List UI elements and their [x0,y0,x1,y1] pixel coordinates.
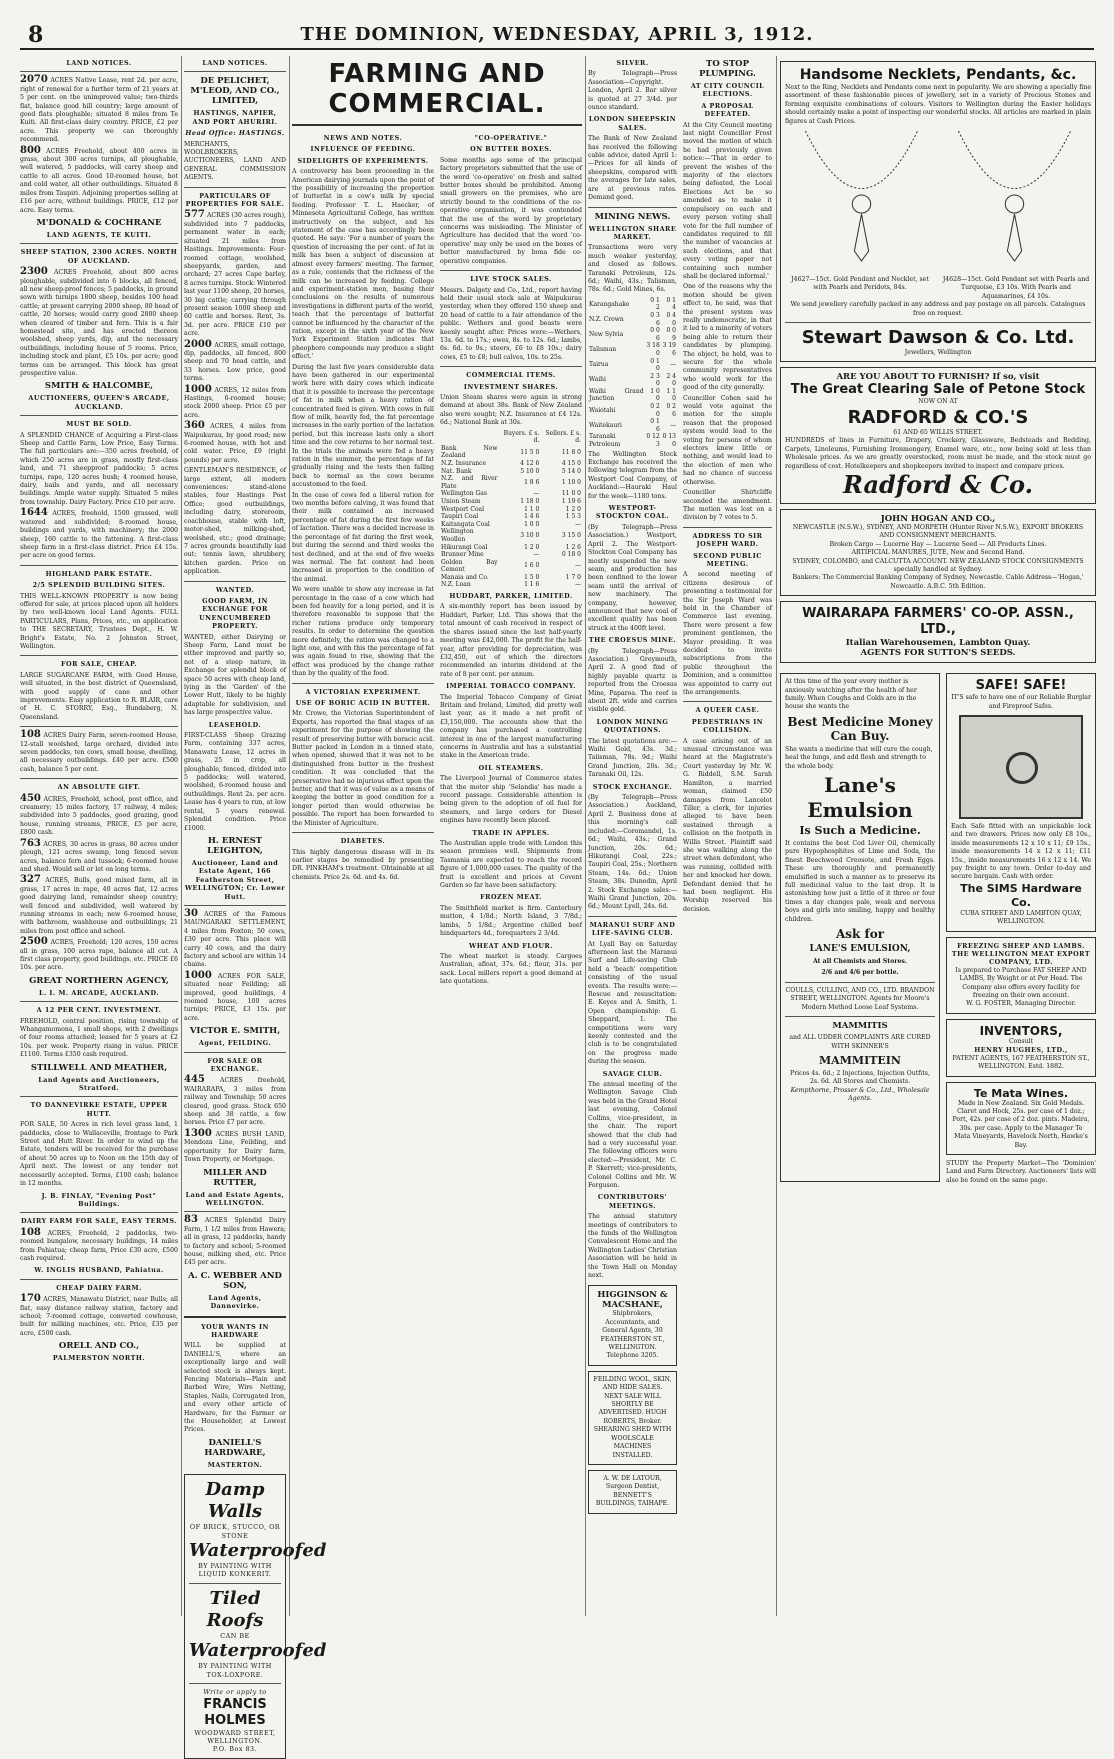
agent-sub: Agent, FEILDING. [198,1039,272,1048]
pendant-caption: J4628—15ct. Gold Pendant set with Pearls and Turquoise, £3 10s. With Pearls and Aquamarines, £4 10s. [942,276,1090,300]
listing: 450 ACRES, Freehold, school, post office, and creamery; 15 miles factory, 17 railway, 4 miles; subdivided into 5 paddocks, good grazing, good house, running streams, PRICE, £5 per acre, £800 cash. [20,792,178,837]
article-paragraph: (By Telegraph—Press Association.) Westport, April 2. The Westport-Stockton Coal Company has mostly suspended the new seam, and production has been confined to the lower seam until the arrival of new machinery. The company, however, announced that new coal of excellent quality has been struck at the 400ft level. [588,523,677,632]
article-paragraph: The annual statutory meetings of contributors to the funds of the Wellington Convalescent Home and the Wellington Ladies' Christian Association will be held in the Town Hall on Monday next. [588,1213,677,1279]
table-cell: 1 0 0 [524,520,540,528]
table-cell: 2 3 0 [650,372,660,388]
firm-name: M'DONALD & COCHRANE [36,217,162,228]
article-heading: COMMERCIAL ITEMS. [466,371,556,380]
article-subheading: ON BUTTER BOXES. [470,145,552,154]
table-cell: 1 1 0 [524,505,540,513]
table-row [588,388,677,403]
listing: 1300 ACRES BUSH LAND, Mendoza Line, Feilding, and opportunity for Dairy farm, Town Property, or Mortgage. [184,1127,286,1164]
table-cell: New Sylvia [589,330,624,338]
table-cell: — [533,551,540,559]
article-paragraph: The Bank of New Zealand has received the following cable advice, dated April 1:—Prices for all kinds of sheepskins, compared with the averages for late sales, are at previous rates. Demand good. [588,135,677,202]
article-paragraph: The Imperial Tobacco Company of Great Britain and Ireland, Limited, did pretty well last year, as it made a net profit of £3,150,000. The accounts show that the company has purchased a controlling interest in one of the largest manufacturing concerns in Australia and has a substantial stake in the American trade. [440,693,582,760]
table-row [440,445,582,460]
table-row [440,581,582,589]
firm-name: GREAT NORTHERN AGENCY, [29,975,169,986]
article-paragraph: The Smithfield market is firm. Canterbury mutton, 4 1/8d.; North Island, 3 7/8d.; lambs, 5 1/8d.; Argentine chilled beef hindquarters 4d., forequarters 2 3/4d. [440,904,582,938]
article-heading: WESTPORT-STOCKTON COAL. [595,504,670,521]
article-paragraph: The Liverpool Journal of Commerce states that the motor ship 'Selandia' has made a record passage. Considerable attention is being given to the adoption of oil fuel for steamers, and large orders for Diesel engines have recently been placed. [440,775,582,825]
table-cell: Taranaki Petroleum [589,433,621,449]
table-row [440,498,582,506]
table-cell: Golden Bay Cement [441,558,498,574]
table-cell: Wellington Gas [441,490,487,498]
pendant-caption: J4627—15ct. Gold Pendant and Necklet, set with Pearls and Peridots, 84s. [791,276,929,292]
meat-export-advert: FREEZING SHEEP AND LAMBS. THE WELLINGTON MEAT EXPORT COMPANY, LTD. Is prepared to Purchase FAT SHEEP AND LAMBS, By Weight or at Per Head. The Company also offers every facility for freezing on their own account. W. G. FOSTER, Managing Director. [946,937,1096,1014]
article-heading: THE CROESUS MINE. [588,636,677,645]
agent-name: VICTOR E. SMITH, [189,1026,281,1037]
listing-heading: HIGHLAND PARK ESTATE. [45,569,153,578]
listing-heading: FOR SALE, CHEAP. [61,660,137,669]
firm-sub: Land Agents and Auctioneers, Stratford. [38,1075,160,1093]
firm-name: MILLER AND RUTTER, [203,1167,267,1188]
necklace-illustration [785,126,1091,276]
table-cell: — [575,562,581,570]
firm-sub: L. I. M. ARCADE, AUCKLAND. [38,988,160,997]
article-subheading: A PROPOSAL DEFEATED. [701,101,754,119]
article-subheading: WELLINGTON SHARE MARKET. [588,224,677,241]
listing-heading: PARTICULARS OF PROPERTIES FOR SALE. [185,191,285,209]
listing: 108 ACRES Dairy Farm, seven-roomed House, 12-stall woolshed, large orchard, divided into seven paddocks, ten cows, small house, dwelling, all necessary outbuildings. £40 per acre. £500 cash, balance 5 per cent. [20,729,178,773]
article-heading: OIL STEAMERS. [478,763,544,772]
article-paragraph: At Lyall Bay on Saturday afternoon last the Maranui Surf and Life-saving Club held a 'beach' competition consisting of the usual events. The results were:—Rescue and resuscitation: E. Keyes and A. Smith, 1. Open championship: G. Sheppard, 1. The competitions were very keenly contested and the club is to be congratulated on the progress made during the season. [588,940,677,1066]
article-heading: A QUEER CASE. [695,706,760,715]
section-banner: FARMING AND COMMERCIAL. [328,59,546,119]
listing: 2300 ACRES Freehold, about 800 acres ploughable, subdivided into 6 blocks, all fenced, all new sheep-proof fences; 5 paddocks, in ground sown with turnips 1800 sheep, besides 100 head cattle; at present carrying 2000 sheep, 80 head of cattle, 20 horses; would carry good 2800 sheep when cleared of timber and fern. This is a fair homestead site, and has erected thereon woolshed, sheep yards, dip, and the necessary outbuildings, including house of 5 rooms. Price, including stock and plant, £5 10s. per acre; good terms can be arranged. This block has great prospective value. [20,266,179,377]
table-cell: 11 8 0 [561,448,581,456]
listing: FOR SALE, 50 Acres in rich level grass land, 1 paddocks, close to Wallaceville, frontage to Park Street and Hutt River. In order to wind up the Estate, tenders will be received for the purchase of about 50 acres up to Noon on the 15th day of April next. The lowest or any tender not necessarily accepted. Terms, £100 cash; balance in 12 months. [20,1121,178,1188]
article-heading: TO STOP PLUMPING. [699,59,756,79]
safe-advert: SAFE! SAFE! IT'S safe to have one of our Reliable Burglar and Fireproof Safes. Each Safe fitted with an unpickable lock and two drawers. Prices now only £8 10s., inside measurements 12 x 10 x 11; £9 15s., inside measurements 14 x 12 x 11; £11 15s., inside measurements 16 x 12 x 14. We pay freight to any town. Order to-day and secure bargain. Cash with order. The SIMS Hardware Co. CUBA STREET AND LAMBTON QUAY, WELLINGTON. [946,673,1096,931]
article-heading: INFLUENCE OF FEEDING. [310,145,416,154]
table-cell: — [670,422,676,430]
article-paragraph: Councillor Shirtcliffe seconded the amendment. The motion was lost on a division by 7 votes to 5. [683,489,772,522]
article-heading: LIVE STOCK SALES. [470,275,552,284]
column-land-notices-2 [184,56,327,1754]
table-cell: — [670,361,676,369]
table-cell: 3 15 0 [561,532,581,540]
table-cell: 0 2 0 [650,403,660,418]
table-cell: 1 1 6 [524,581,540,589]
section-title: LAND NOTICES. [202,59,268,67]
listing: 83 ACRES Splendid Dairy Farm, 1 1/2 miles from Hawera; all in grass, 12 paddocks, handy to factory and school; 5-roomed house, milking shed, etc. Price £45 per acre. [184,1214,287,1267]
listing-heading: SHEEP STATION, 2300 ACRES. NORTH OF AUCKLAND. [20,248,178,265]
listing-heading: FOR SALE OR EXCHANGE. [207,1056,263,1074]
table-cell: 0 18 0 [561,551,581,559]
table-cell: 1 2 0 [565,505,581,513]
table-row [440,559,582,574]
table-cell: 0 2 6 [666,403,676,418]
firm-name: STILLWELL AND MEATHER, [30,1062,168,1073]
firm-sub: PALMERSTON NORTH. [52,1354,146,1363]
article-heading: SAVAGE CLUB. [602,1069,663,1078]
article-heading: NEWS AND NOTES. [323,134,403,142]
hardware-firm: DANIELL'S HARDWARE, [204,1437,266,1458]
listing: 1000 ACRES, 12 miles from Hastings, 6-roomed house; stock 2000 sheep. Price £5 per acre. [184,383,287,419]
table-cell: Westport Coal [441,505,485,513]
table-cell: Tairua [589,361,609,369]
table-cell: Waitekauri [589,422,622,430]
article-paragraph: The Australian apple trade with London this season promises well. Shipments from Tasmania are expected to reach the record figure of 1,000,000 cases. The quality of the fruit is excellent and prices at Covent Garden so far have been satisfactory. [440,840,582,890]
article-paragraph: This highly dangerous disease will in its earlier stages be remedied by presenting DR. PINKHAM's treatment. Obtainable at all chemists. Price 2s. 6d. and 4s. 6d. [292,848,434,881]
contact: J. B. FINLAY, "Evening Post" Buildings. [41,1191,157,1208]
table-cell: N.Z. Loan [441,581,471,589]
firm-name: DE PELICHET, M'LEOD, AND CO., LIMITED, [190,76,280,107]
table-cell: Manaia and Co. [441,573,489,581]
table-cell: 1 2 0 [524,543,540,551]
listing: 2070 ACRES Native Lease, rent 2d. per acre, right of renewal for a further term of 21 years at 5 per cent. on the unimproved value; two-thirds flat, balance good hill country; large amount of good flats ploughable; situated 8 miles from Te Kuiti. All first-class dairy country. PRICE, £2 per acre. This property we can thoroughly recommend. [20,74,178,144]
article-paragraph: Messrs. Dalgety and Co., Ltd., report having held their usual stock sale at Waipukurau yesterday, when they offered 150 sheep and 20 head of cattle to a fair attendance of the public. Wethers and good beasts were keenly sought after. Prices were:—Wethers, 13s. 6d. to 17s.; ewes, 8s. to 12s. 6d.; lambs, 6s. 6d. to 9s.; steers, £6 to £8 10s.; dairy cows, £5 to £8; bull calves, 10s. to 25s. [440,286,582,361]
table-cell: N.Z. and River Plate [441,475,498,490]
listing-heading: TO DANNEVIRKE ESTATE, UPPER HUTT. [30,1101,168,1118]
listing: 1644 ACRES, freehold, 1500 grassed, well watered and subdivided; 8-roomed house, buildings and yards, with machinery; the 2000 sheep, 160 cattle to the fattening. A first-class sheep farm in a first-class district. Price £4 15s. per acre on good terms. [20,507,178,560]
table-row [440,460,582,468]
waterproofing-advert: Damp Walls OF BRICK, STUCCO, OR STONE Waterproofed BY PAINTING WITH LIQUID KONKERIT. Tiled Roofs CAN BE Waterproofed BY PAINTING WITH TOX-LOXPORE. Write or apply to FRANCIS HOLMES WOODWARD STREET, WELLINGTON. P.O. Box 83. [184,1474,286,1758]
table-cell: 0 0 6 [650,327,660,342]
table-cell: 0 1 0 [650,357,660,373]
listing: 800 ACRES Freehold, about 400 acres in grass, about 300 acres turnips, all ploughable, well watered, 5 paddocks, will carry sheep and cattle to all acres. Good 10-roomed house, hot and cold water, all other outbuildings. Situated 8 miles from Taupiri. Adjoining properties selling at £16 per acre, without buildings. PRICE, £12 per acre. Easy terms. [20,144,178,214]
column-adverts [780,56,1096,1616]
article-paragraph: One of the reasons why the motion should be given effect to, he said, was that the present system was really undemocratic, in that it led to a minority of voters being able to return their candidates by plumping. The object, he held, was to secure for the whole community representatives who would work for the good of the city generally. [683,283,772,392]
listing: 2500 ACRES, Freehold; 120 acres, 150 acres all in grass, 100 acres rape, balance all cut. A first class property, good buildings, etc. PRICE £6 10s. per acre. [20,936,178,972]
table-cell: 0 13 0 [662,433,676,449]
table-cell: 1 10 0 [561,478,581,486]
table-cell: Waiotahi [589,406,616,414]
listing: 108 ACRES, Freehold, 2 paddocks, two-roomed bungalow, necessary buildings, 14 miles from Pahiatua; cheap farm, Price £30 acre, £500 cash required. [20,1226,178,1262]
table-cell: 1 1 0 [666,387,676,403]
article-paragraph: Transactions were very much weaker yesterday, and closed as follows. Taranaki Petroleum, 12s. 6d.; Waihi, 43s.; Talisman, 78s. 6d.; Gold Mines, 6s. [588,244,677,294]
article-paragraph: The latest quotations are:—Waihi Gold, 43s. 3d.; Talisman, 78s. 9d.; Waihi Grand Junction, 20s. 3d.; Taranaki Oil, 12s. [588,737,677,779]
firm-sub: Land and Estate Agents, WELLINGTON. [185,1190,285,1207]
table-cell: 3 18 0 [646,342,660,357]
table-row [440,513,582,521]
table-row [588,403,677,418]
listing: LARGE SUGARCANE FARM, with Good House, well situated, in the best district of Queensland, with good supply of cane and other improvements. Easy application to R. BLAIR, care of H. C. STORRY, Esq., Bundaberg, N. Queensland. [20,671,178,721]
table-row [440,574,582,582]
article-heading: LONDON MINING QUOTATIONS. [596,717,669,735]
article-paragraph: Union Steam shares were again in strong demand at about 38s. Bank of New Zealand also were sought; N.Z. Insurance at £4 12s. 6d.; National Bank at 30s. [440,393,582,427]
article-subheading: SECOND PUBLIC MEETING. [693,551,762,568]
feilding-sales-advert: FEILDING WOOL, SKIN, AND HIDE SALES. NEXT SALE WILL SHORTLY BE ADVERTISED. HUGH ROBERTS, Broker. SHEARING SHED WITH WOOLSCALE MACHINES INSTALLED. [588,1371,677,1465]
share-table [440,430,582,589]
newspaper-title: THE DOMINION, WEDNESDAY, APRIL 3, 1912. [300,24,814,45]
table-header: Buyers. £ s. d. [503,429,540,445]
table-cell: Waihi Grand Junction [589,387,644,403]
table-cell: 1 19 6 [561,497,581,505]
lanes-emulsion-advert: At this time of the year every mother is anxiously watching after the health of her family. When Coughs and Colds are in the house she wants the Best Medicine Money Can Buy. She wants a medicine that will cure the cough, heal the lungs, and add flesh and strength to the whole body. Lane's Emulsion Is Such a Medicine. It contains the best Cod Liver Oil, chemically pure Hypophosphites of Lime and Soda, the finest Beechwood Creosote, and Fresh Eggs. These are thoroughly and permanently emulsified in such a manner as to preserve its full medicinal value to the last drop. It is astonishing how just a little of it three or four times a day changes pale, weak and nervous boys and girls into smiling, happy and healthy children. Ask for LANE'S EMULSION, At all Chemists and Stores. 2/6 and 4/6 per bottle. COULLS, CULLING, AND CO., LTD. BRANDON STREET, WELLINGTON. Agents for Moore's Modern Method Loose Leaf Systems. MAMMITIS and ALL UDDER COMPLAINTS ARE CURED WITH SKINNER'S MAMMITEIN Prices 4s. 6d.; 2 Injections, Injection Outfits, 2s. 6d. All Stores and Chemists. Kempthorne, Prosser & Co., Ltd., Wholesale Agents. [780,673,940,1182]
listing: FIRST-CLASS Sheep Grazing Farm, containing 337 acres, Manawatu Lease, 12 acres in grass, 25 in crop, all ploughable, fenced, divided into 5 paddocks; well watered, woolshed, 6-roomed house and outbuildings. Rent 2s. per acre. Lease has 4 years to run, at low rental, 5 years renewal. Splendid condition. Price £1000. [184,732,286,832]
table-row [440,528,582,543]
listing: 327 ACRES, Bulls, good mixed farm, all in grass, 17 acres in rape, 40 acres flat, 12 acres good dairying land, remainder sheep country; well fenced and subdivided, well watered by running streams in each; new 6-roomed house, with bathroom, washhouse and outbuildings; 21 miles from post office and school. [20,874,179,935]
table-row [588,342,677,357]
table-cell: 0 3 6 [650,311,660,327]
table-cell: 1 7 0 [565,573,581,581]
table-cell: 0 1 2 [650,296,660,312]
article-subheading: AT CITY COUNCIL ELECTIONS. [690,82,765,99]
listing: WANTED, either Dairying or Sheep Farm, Land must be either improved and partly so, not of a steep nature, in Exchange for splendid block of space 50 acres with cheap land, lying in the 'Garden' of the Lower Hutt, likely to be highly adaptable for subdivision, and has large prospective value. [184,633,286,717]
table-cell: 0 4 0 [666,311,676,327]
listing-heading: MUST BE SOLD. [66,420,132,429]
article-paragraph: Mr. Crowe, the Victorian Superintendent of Exports, has reported the final stages of an experiment for the purpose of showing the result of preserving butter with boracic acid. Butter packed in London in a tinned state, when opened, showed that it was not to be distinguished from butter in the freshest condition. It was concluded that the preservative had no injurious effect upon the butter, and that it was of value as a means of keeping the butter in good condition for a longer period than would otherwise be possible. The report has been forwarded to the Minister of Agriculture. [292,710,434,827]
table-cell: 0 1 4 [666,296,676,312]
firm-desc: MERCHANTS, WOOLBROKERS, AUCTIONEERS, LAND AND GENERAL COMMISSION AGENTS. [184,140,286,182]
article-paragraph: A case arising out of an unusual circumstance was heard at the Magistrate's Court yesterday by Mr. W. G. Riddell, S.M. Sarah Hamilton, a married woman, claimed £50 damages from Lancelot Tiller, a clerk, for injuries alleged to have been sustained through a collision on the footpath in Willis Street. Plaintiff said she was walking along the street when defendant, who was running, collided with her and knocked her down. Defendant denied that he had been negligent. His Worship reserved his decision. [683,737,772,913]
agent-sub: Auctioneer, Land and Estate Agent, 166 Featherston Street, WELLINGTON; Cr. Lower Hutt. [184,858,286,901]
table-cell: Nat. Bank [441,467,472,475]
table-cell: 4 15 0 [561,459,581,467]
dentist-advert: A. W. DE LATOUR, Surgeon Dentist, BENNETT'S BUILDINGS, TAIHAPE. [588,1470,677,1514]
stewart-dawson-advert [780,61,1096,362]
table-row [440,521,582,529]
listing-heading: WANTED. [215,585,255,594]
article-paragraph: The annual meeting of the Wellington Savage Club was held in the Grand Hotel last evening, Colonel Collins, vice-president, in the chair. The report showed that the club had had a very successful year. The following officers were elected:—President, Mr. C. P. Skerrett; vice-presidents, Colonel Collins and Mr. W. Ferguson. [588,1081,677,1189]
table-cell: 0 1 6 [650,418,660,433]
table-cell: 1 2 6 [565,543,581,551]
hardware-place: MASTERTON. [207,1460,263,1469]
article-subheading: USE OF BORIC ACID IN BUTTER. [295,699,431,707]
hardware-heading: YOUR WANTS IN HARDWARE [201,1322,269,1339]
article-paragraph: At the City Council meeting last night Councillor Frost moved the motion of which he had previously given notice:—'That in order to prevent the wishes of the majority of the electors being defeated, the Local Elections Act be so amended as to make it compulsory on each and every person voting shall vote for the full number of candidates required to fill the number of vacancies at such elections, and that every voting paper not containing such number shall be declared informal.' [683,121,772,280]
table-cell: Waihi [589,376,606,384]
listing: GENTLEMAN'S RESIDENCE, of large extent, all modern conveniences: stand-alone stables, four Hastings Post Office; good outbuildings, including dairy, storeroom, coachhouse, stable with loft, motor-shed, milking-shed, woolshed, etc.; good drainage; 7 acres grounds beautifully laid out; tennis lawn, shrubbery, kitchen garden. Price on application. [184,467,286,576]
listing: 445 ACRES freehold, WAIRARAPA, 3 miles from railway and Township; 50 acres cleared, good grass. Stock 650 sheep and 38 cattle, a few horses. Price £7 per acre. [184,1074,286,1127]
firm-sub: AUCTIONEERS, QUEEN'S ARCADE, AUCKLAND. [28,394,170,411]
article-paragraph: During the last five years considerable data have been gathered in our experimental work here with dairy cows which indicate that it is possible to increase the percentage of fat in milk when a heavy ration of concentrated feed is given. With cows in full flow of milk, heavily fed, the fat percentage increases in the early portion of the lactation period, but this increase lasts only a short time and the cow returns to her normal test. In the trials the animals were fed a heavy ration in the summer, the percentage of fat gradually rising and the tests then falling back to normal as the cows became accustomed to the feed. [292,363,434,489]
table-row [588,418,677,433]
table-cell: Taupiri Coal [441,513,479,521]
masthead [20,22,1094,50]
hardware-text: WILL be supplied at DANIELL'S, where an exceptionally large and well selected stock is always kept. Fencing Materials—Plain and Barbed Wire, Wire Netting, Staples, Nails, Corrugated Iron, and every other article of Hardware, for the Farmer or the Householder, at Lowest Prices. [184,1342,286,1434]
article-paragraph: We were unable to show any increase in fat percentage in the case of a cow which had been fed heavily for a long period, and it is therefore reasonable to suppose that the richer rations produce only temporary results. In order to determine the question more definitely, the ration was changed to a light one, and with this the percentage of fat was again found to rise, showing that the effect was produced by the change rather than by the quality of the food. [292,586,434,678]
table-row [440,468,582,476]
table-cell: Bank New Zealand [441,444,498,460]
table-row [588,358,677,373]
table-cell: Talisman [589,346,617,354]
necklets-heading: Handsome Necklets, Pendants, &c. [799,67,1077,83]
stewart-sub: Jewellers, Wellington [904,349,972,357]
article-paragraph: The Wellington Stock Exchange has received the following telegram from the Westport Coal Company, of Auckland:—Hauraki Haul for the week—1180 tons. [588,450,677,500]
table-cell: Karangahake [589,300,630,308]
article-subheading: INVESTMENT SHARES. [463,382,559,391]
table-cell: 0 0 9 [666,327,676,342]
section-title: LAND NOTICES. [66,59,132,67]
listing: FREEHOLD, central position, rising township of Whangamomona, 1 small shops, with 2 dwellings of four rooms attached; leased for 5 years at £2 10s. per week. Property rising in value. PRICE £1100. Terms £350 cash required. [20,1017,178,1059]
article-heading: IMPERIAL TOBACCO COMPANY. [446,682,576,691]
article-paragraph: Some months ago some of the principal factory proprietors submitted that the use of the word 'co-operative' on fresh and salted butter boxes should be prohibited. Among small growers on the premises, who are strictly bound to the conditions of the co-operative organisation, it was contended that the use of the word by proprietary concerns was misleading. The Minister of Agriculture has decided that the word 'co-operative' may only be used on the boxes of butter manufactured by bona fide co-operative companies. [440,156,582,265]
firm-places: HASTINGS, NAPIER, AND PORT AHURIRI. [192,109,278,126]
postage-text: We send jewellery carefully packed in any address and pay postage on all parcels. Catalogues free on request. [790,301,1086,317]
table-cell: Wellington Woollen [441,528,474,543]
table-cell: 3 10 0 [520,532,540,540]
table-cell: Hikurangi Coal [441,543,488,551]
listing-heading: CHEAP DAIRY FARM. [56,1283,142,1292]
table-row [440,544,582,552]
article-heading: STOCK EXCHANGE. [592,782,673,791]
listing-heading: LEASEHOLD. [208,720,262,729]
firm-sub: LAND AGENTS, TE KUITI. [46,230,152,239]
listing: 2000 ACRES, small cottage, dip, paddocks, all fenced, 800 sheep and 70 head cattle, and 33 horses. Low price, good terms. [184,338,287,383]
table-cell: N.Z. Crown [589,315,624,323]
article-heading: A VICTORIAN EXPERIMENT. [305,687,421,696]
table-row [588,373,677,388]
article-heading: FROZEN MEAT. [480,893,542,902]
listing-heading: 2/5 SPLENDID BUILDING SITES. [32,581,166,590]
table-cell: 4 12 6 [520,459,540,467]
table-cell: 11 5 0 [520,448,540,456]
directory-note: STUDY the Property Market—The 'Dominion' Land and Farm Directory. Auctioneers' lists will also be found on the same page. [946,1159,1096,1184]
firm-name: SMITH & HALCOMBE, [44,381,154,392]
listing: 170 ACRES, Manawatu District, near Bulls; all flat, easy distance railway station, factory and school; 7-roomed cottage, converted cowhouse, built for milking machines, etc. Price, £35 per acre, £500 cash. [20,1293,179,1337]
table-cell: 1 5 0 [524,573,540,581]
table-row [440,506,582,514]
article-heading: CONTRIBUTORS' MEETINGS. [597,1193,668,1210]
article-paragraph: (By Telegraph—Press Association.) Auckland, April 2. Business done at this morning's call included:—Coromandel, 1s. 6d.; Waihi, 43s.; Grand Junction, 20s. 6d.; Hikurangi Coal, 22s.; Taupiri Coal, 25s.; Northern Steam, 14s. 6d.; Union Steam, 38s. Dunedin, April 2. Stock Exchange sales:—Waihi Grand Junction, 20s. 6d.; Mount Lyell, 24s. 6d. [588,794,677,911]
table-cell: 0 12 3 [646,433,660,449]
table-cell: Union Steam [441,497,481,505]
firm-name: ORELL AND CO., [58,1341,140,1352]
table-row [588,433,677,448]
hogan-advert: JOHN HOGAN AND CO., NEWCASTLE (N.S.W.), SYDNEY, AND MORPETH (Hunter River N.S.W.), EXPORT BROKERS AND CONSIGNMENT MERCHANTS. Broken Cargo — Lucerne Hay — Lucerne Seed — All Products Lines. ARTIFICIAL MANURES, JUTE, New and Second Hand. SYDNEY, COLOMBO, and CALCUTTA ACCOUNT. NEW ZEALAND STOCK CONSIGNMENTS specially handled at Sydney. Bankers: The Commercial Banking Company of Sydney, Newcastle. Cable Address—'Hogan,' Newcastle. A.B.C. 5th Edition. [780,509,1096,596]
listing: 577 ACRES (30 acres rough), subdivided into 7 paddocks, permanent water in each; situated 21 miles from Hastings. Improvements: Four-roomed cottage, woolshed, sheepyards, garden, and orchard; 27 acres Cape barley, 8 acres turnips. Stock: Wintered last year 1100 sheep, 20 horses, 30 big cattle; carrying through present season 1000 sheep and 60 cattle and horses. Rent, 3s. 3d. per acre. PRICE £10 per acre. [184,209,287,338]
table-row [588,297,677,312]
table-cell: — [575,520,581,528]
article-heading: MARANUI SURF AND LIFE-SAVING CLUB. [589,920,676,938]
wairarapa-farmers-advert: WAIRARAPA FARMERS' CO-OP. ASSN., LTD., Italian Warehousemen, Lambton Quay. AGENTS FOR SUTTON'S SEEDS. [780,601,1096,663]
table-cell: N.Z. Insurance [441,459,487,467]
mining-share-table [588,297,677,449]
table-cell: — [533,490,540,498]
article-heading: "CO-OPERATIVE." [474,134,548,142]
column-farming-commercial [292,56,582,1616]
article-heading: LONDON SHEEPSKIN SALES. [588,115,677,132]
agent-sub: Land Agents, Dannevirke. [208,1293,262,1311]
listing: 360 ACRES, 4 miles from Waipukurau, by good road; new 6-roomed house, with hot and cold water. Price, £9 (right pounds) per acre. [184,420,287,464]
listing: 1000 ACRES FOR SALE, situated near Feilding; all improved, good buildings, 4 roomed house, 100 acres turnips; PRICE, £3 15s. per acre. [184,969,287,1022]
table-row [588,327,677,342]
table-cell: 1 4 6 [524,513,540,521]
listing-heading: AN ABSOLUTE GIFT. [57,783,141,792]
table-cell: 1 0 0 [650,387,660,403]
head-office: Head Office: HASTINGS. [185,129,285,138]
article-heading: WHEAT AND FLOUR. [469,941,553,950]
listing: A SPLENDID CHANCE of Acquiring a First-class Sheep and Cattle Farm, Low Price, Easy Terms. The full particulars are:—350 acres freehold, of which 250 acres are in grass, mostly first-class land, and 71 sheepproof paddocks; 5 acres turnips, rape, 120 acres bush; 4 roomed house, dairy, bails and yards, and all necessary buildings. Ample water supply. Situated 5 miles from township. Dairy Factory. Price £10 per acre. [20,431,178,506]
article-paragraph: (By Telegraph—Press Association.) Greymouth, April 2. A good find of highly payable quartz is reported from the Croesus Mine, Paparoa. The reef is about 2ft. wide and carries visible gold. [588,647,677,714]
table-cell: 5 10 0 [520,467,540,475]
article-paragraph: Councillor Cohen said he would vote against the motion for the simple reason that the proposed system would lead to the voting for persons of whom electors knew little or nothing, and would lead to the election of men who had no chance of success otherwise. [683,394,772,486]
radford-advert: ARE YOU ABOUT TO FURNISH? If so, visit The Great Clearing Sale of Petone Stock NOW ON AT RADFORD & CO.'S 61 AND 65 WILLIS STREET. HUNDREDS of lines in Furniture, Drapery, Crockery, Glassware, Bedsteads and Bedding, Carpets, Linoleums, Furnishing Ironmongery, Enamel ware, etc., now being sold at less than Wholesale prices. As we are greatly overstocked, room must be made, and the stock must go regardless of cost. Hotelkeepers and shopkeepers invited to inspect and compare prices. Radford & Co. [780,367,1096,503]
table-row [440,490,582,498]
article-heading: HUDDART, PARKER, LIMITED. [449,592,573,601]
table-cell: 1 5 3 [565,513,581,521]
article-paragraph: A six-monthly report has been issued by Huddart, Parker, Ltd. This shows that the total amount of cash received in respect of the shares issued since the last half-yearly meeting was £42,000. The profit for the half-year, after providing for depreciation, was £32,450, out of which the directors recommended an interim dividend at the rate of 8 per cent. per annum. [440,603,582,678]
listing-subheading: GOOD FARM, IN EXCHANGE FOR UNENCUMBERED PROPERTY. [199,596,271,631]
table-cell: 11 0 0 [561,490,581,498]
article-subheading: PEDESTRIANS IN COLLISION. [691,717,764,735]
article-heading: SILVER. [616,59,649,67]
table-row [588,312,677,327]
agent-name: H. ERNEST LEIGHTON, [207,835,263,856]
column-news [588,56,772,1616]
table-header: Sellers. £ s. d. [545,429,581,445]
table-cell: 5 14 0 [561,467,581,475]
table-cell: Brunner Mine [441,551,484,559]
table-cell: — [575,581,581,589]
table-cell: 1 18 0 [520,497,540,505]
listing: THIS WELL-KNOWN PROPERTY is now being offered for sale, at prices placed upon all holders by two well-known local Land Agents. FULL PARTICULARS, Plans, Prices, etc., on application to THE SECRETARY, Trustees Dept., H. W. Bright's Estate, No. 2 Johnston Street, Wellington. [20,592,178,650]
article-paragraph: A controversy has been proceeding in the American dairying journals upon the point of the possibility of increasing the proportion of butterfat in a cow's milk by special feeding. Professor T. L. Haecker, of Minnesota Agricultural College, has written instructively on the subject, and his statement of the case has accordingly been quoted. He says: 'For a number of years the question of increasing the per cent. of fat in milk has been a subject of discussion at almost every farmers' meeting. The farmer, as a rule, contends that the richness of the milk can be increased by feeding. College and experiment-station men, basing their conclusions on the results of numerous investigations in different parts of the world, teach that the percentage of butterfat cannot be influenced by the character of the ration, except in the sixth year of the New York Experiment Station indicates that pheophore compounds may produce a slight effect.' [292,168,434,361]
article-paragraph: A second meeting of citizens desirous of presenting a testimonial for the Sir Joseph Ward was held in the Chamber of Commerce last evening. There were present a few prominent gentlemen, the Mayor presiding. It was decided to invite subscriptions from the public throughout the Dominion, and a committee was appointed to carry out the arrangements. [683,571,772,697]
article-heading: ADDRESS TO SIR JOSEPH WARD. [692,531,763,549]
higginson-advert: HIGGINSON & MACSHANE, Shipbrokers, Accountants, and General Agents, 30 FEATHERSTON ST., WELLINGTON. Telephone 3205. [588,1285,677,1365]
article-paragraph: In the case of cows fed a liberal ration for two months before calving, it was found that their milk contained an increased percentage of fat during the first few weeks of lactation. There was a decided increase in the percentage of fat during the first week, but during the second and third weeks the test declined, and at the end of five weeks was normal. The fat content had been increased in proportion to the condition of the animal. [292,491,434,583]
necklets-text: Next to the Ring, Necklets and Pendants come next in popularity. We are showing a specially fine assortment of these fashionable pieces of jewellery, set in a variety of Precious Stones and forming exquisite combinations of colours. Visitors to Wellington during the Easter holidays should certainly make a point of inspecting our wonderful stocks. All articles are marked in plain figures at Cash Prices. [785,84,1091,125]
listing-heading: A 12 PER CENT. INVESTMENT. [36,1006,162,1015]
table-cell: 2 4 0 [666,372,676,388]
table-cell: Kaitangata Coal [441,520,490,528]
listing: 763 ACRES, 30 acres in grass, 80 acres under plough, 121 acres swamp, long fenced seven acres, balance fern and tussock; 6-roomed house and shed. Would sell or let on long terms. [20,837,179,873]
contact: W. INGLIS HUSBAND, Pahiatua. [34,1266,164,1275]
article-paragraph: The wheat market is steady. Cargoes Australian, afloat, 37s. 6d.; flour, 31s. per sack. Local millers report a good demand at late quotations. [440,952,582,986]
table-header [440,430,499,445]
stewart-name: Stewart Dawson & Co. Ltd. [801,327,1075,349]
article-heading: MINING NEWS. [594,211,671,222]
agent-name: A. C. WEBBER AND SON, [188,1270,282,1291]
listing: 30 ACRES of the Famous MAUNGARAKI SETTLEMENT, 4 miles from Foxton; 50 cows, £30 per acre. This place will carry 40 cows, and the dairy factory and school are within 14 chains. [184,907,286,969]
patent-agents-advert: INVENTORS, Consult HENRY HUGHES, LTD., PATENT AGENTS, 167 FEATHERSTON ST., WELLINGTON. Estd. 1882. [946,1019,1096,1077]
safe-illustration [959,715,1083,819]
listing-heading: DAIRY FARM FOR SALE, EASY TERMS. [20,1217,177,1226]
table-row [440,551,582,559]
table-row [440,475,582,490]
column-land-notices-1 [20,56,178,1616]
article-heading: TRADE IN APPLES. [472,828,550,837]
article-subheading: SIDELIGHTS OF EXPERIMENTS. [297,156,429,165]
page-number: 8 [28,22,44,48]
article-paragraph: By Telegraph—Press Association—Copyright. London, April 2. Bar silver is quoted at 27 3/4d. per ounce standard. [588,70,677,112]
article-heading: DIABETES. [340,837,386,846]
te-mata-advert: Te Mata Wines. Made in New Zealand. Six Gold Medals. Claret and Hock, 25s. per case of 1 doz.; Port, 42s. per case of 2 doz. pints. Madeira, 30s. per case. Apply to the Manager Te Mata Vineyards, Havelock North, Hawke's Bay. [946,1082,1096,1155]
table-cell: 3 19 6 [662,342,676,357]
table-cell: 1 8 6 [524,478,540,486]
table-cell: 1 6 0 [524,562,540,570]
